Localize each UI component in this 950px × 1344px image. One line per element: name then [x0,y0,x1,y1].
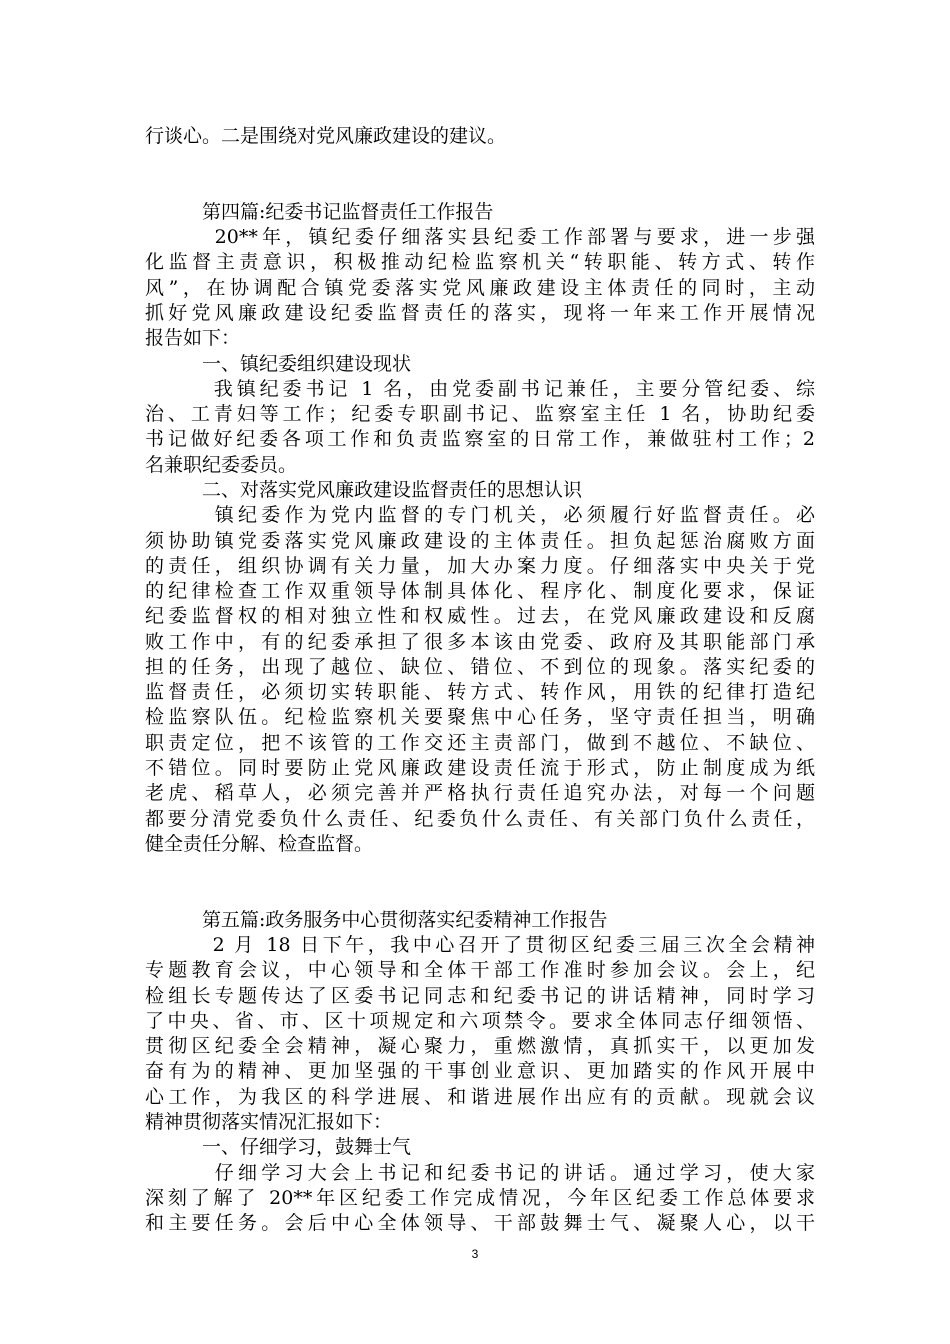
text-line: 纪委监督权的相对独立性和权威性。过去，在党风廉政建设和反腐 [145,605,815,628]
text-line: 化监督主责意识，积极推动纪检监察机关“转职能、转方式、转作 [145,251,815,274]
text-line: 抓好党风廉政建设纪委监督责任的落实，现将一年来工作开展情况 [145,302,815,324]
text-line: 深刻了解了 20**年区纪委工作完成情况，今年区纪委工作总体要求 [145,1186,815,1209]
text-line: 败工作中，有的纪委承担了很多本该由党委、政府及其职能部门承 [145,630,815,653]
text-line: 精神贯彻落实情况汇报如下： [145,1110,393,1133]
page-number: 3 [471,1247,479,1261]
text-line: 贯彻区纪委全会精神，凝心聚力，重燃激情，真抓实干，以更加发 [145,1035,815,1058]
text-line: 的纪律检查工作双重领导体制具体化、程序化、制度化要求，保证 [145,580,815,602]
text-line: 职责定位，把不该管的工作交还主责部门，做到不越位、不缺位、 [145,731,815,754]
text-line: 须协助镇党委落实党风廉政建设的主体责任。担负起惩治腐败方面 [145,529,815,552]
text-line: 二、对落实党风廉政建设监督责任的思想认识 [145,478,583,501]
text-line: 检组长专题传达了区委书记同志和纪委书记的讲话精神，同时学习 [145,984,815,1007]
text-line: 书记做好纪委各项工作和负责监察室的日常工作，兼做驻村工作；2 [145,428,815,451]
text-line: 治、工青妇等工作；纪委专职副书记、监察室主任 1 名，协助纪委 [145,403,815,426]
text-line [145,881,815,907]
text-line: 奋有为的精神、更加坚强的干事创业意识、更加踏实的作风开展中 [145,1060,815,1083]
text-line: 仔细学习大会上书记和纪委书记的讲话。通过学习，使大家 [145,1161,815,1184]
text-line: 风”，在协调配合镇党委落实党风廉政建设主体责任的同时，主动 [145,276,815,299]
text-line: 第四篇:纪委书记监督责任工作报告 [145,200,494,223]
text-line: 不错位。同时要防止党风廉政建设责任流于形式，防止制度成为纸 [145,757,815,779]
text-line: 第五篇:政务服务中心贯彻落实纪委精神工作报告 [145,908,608,931]
text-line: 名兼职纪委委员。 [145,453,298,476]
text-line: 我镇纪委书记 1 名，由党委副书记兼任，主要分管纪委、综 [145,377,815,400]
text-line: 了中央、省、市、区十项规定和六项禁令。要求全体同志仔细领悟、 [145,1009,815,1032]
text-line [145,148,815,174]
text-line: 健全责任分解、检查监督。 [145,832,374,855]
text-line: 2 月 18 日下午，我中心召开了贯彻区纪委三届三次全会精神 [145,934,815,956]
text-line: 行谈心。二是围绕对党风廉政建设的建议。 [145,125,507,147]
text-line: 心工作，为我区的科学进展、和谐进展作出应有的贡献。现就会议 [145,1085,815,1108]
text-line: 镇纪委作为党内监督的专门机关，必须履行好监督责任。必 [145,504,815,527]
text-line: 报告如下： [145,327,241,350]
text-line [145,856,815,882]
text-line [145,174,815,200]
text-line: 的责任，组织协调有关力量，加大办案力度。仔细落实中央关于党 [145,554,815,577]
text-line: 检监察队伍。纪检监察机关要聚焦中心任务，坚守责任担当，明确 [145,706,815,729]
text-line: 一、仔细学习，鼓舞士气 [145,1136,412,1159]
text-line: 20**年，镇纪委仔细落实县纪委工作部署与要求，进一步强 [145,226,815,249]
text-line: 老虎、稻草人，必须完善并严格执行责任追究办法，对每一个问题 [145,782,815,805]
text-line: 专题教育会议，中心领导和全体干部工作准时参加会议。会上，纪 [145,959,815,982]
text-line: 一、镇纪委组织建设现状 [145,352,412,375]
text-line: 都要分清党委负什么责任、纪委负什么责任、有关部门负什么责任， [145,807,815,830]
text-line: 监督责任，必须切实转职能、转方式、转作风，用铁的纪律打造纪 [145,681,815,704]
text-line: 担的任务，出现了越位、缺位、错位、不到位的现象。落实纪委的 [145,655,815,678]
text-line: 和主要任务。会后中心全体领导、干部鼓舞士气、凝聚人心，以干 [145,1212,815,1234]
